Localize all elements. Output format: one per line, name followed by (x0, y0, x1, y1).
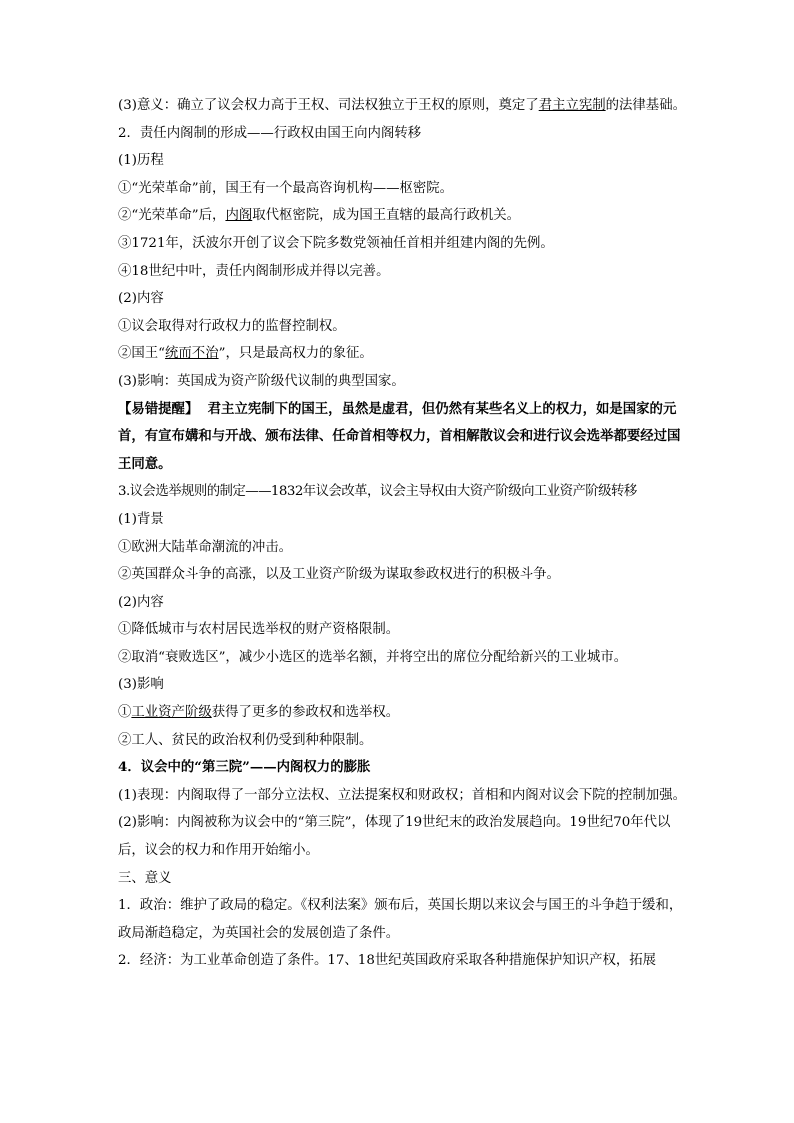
list-item: ②取消“衰败选区”，减少小选区的选举名额，并将空出的席位分配给新兴的工业城市。 (118, 649, 628, 665)
list-item: ②英国群众斗争的高涨，以及工业资产阶级为谋取参政权进行的积极斗争。 (118, 567, 560, 583)
text: ① (118, 705, 132, 721)
subheading: (1)历程 (118, 153, 164, 169)
subheading: (1)背景 (118, 511, 164, 527)
text: ②“光荣革命”后， (118, 208, 226, 224)
document-page (118, 92, 686, 975)
tip-text: 君主立宪制下的国王，虽然是虚君，但仍然有某些名义上的权力，如是国家的元首，有宣布媾和与开战、颁布法律、任命首相等权力，首相解散议会和进行议会选举都要经过国王同意。 (118, 400, 681, 472)
underlined-term: 工业资产阶级 (131, 705, 212, 721)
meaning-paragraph (118, 92, 686, 120)
list-item: ②工人、贫民的政治权利仍受到种种限制。 (118, 732, 373, 748)
section-4-title: 4．议会中的“第三院”——内阁权力的膨胀 (118, 759, 371, 776)
underlined-term: 内阁 (225, 208, 253, 224)
text: 的法律基础。 (605, 98, 686, 113)
list-item: ③1721年，沃波尔开创了议会下院多数党领袖任首相并组建内阁的先例。 (118, 235, 554, 251)
underlined-term: 统而不治 (165, 346, 219, 362)
paragraph: 1．政治：维护了政局的稳定。《权利法案》颁布后，英国长期以来议会与国王的斗争趋于缓和，政局渐趋稳定，为英国社会的发展创造了条件。 (118, 898, 683, 941)
section-title: 三、意义 (118, 870, 172, 886)
section-2-title: 2．责任内阁制的形成——行政权由国王向内阁转移 (118, 125, 422, 141)
subheading: (2)内容 (118, 291, 164, 307)
text: ②国王“ (118, 346, 166, 362)
text: (3)意义：确立了议会权力高于王权、司法权独立于王权的原则，奠定了 (118, 98, 539, 113)
text: 取代枢密院，成为国王直辖的最高行政机关。 (252, 208, 521, 224)
error-tip (118, 396, 686, 479)
list-item: ①降低城市与农村居民选举权的财产资格限制。 (118, 622, 400, 638)
section-3-title: 3.议会选举规则的制定——1832年议会改革，议会主导权由大资产阶级向工业资产阶级转移 (118, 484, 637, 500)
paragraph: 2．经济：为工业革命创造了条件。17、18世纪英国政府采取各种措施保护知识产权，拓展 (118, 953, 657, 969)
list-item (118, 202, 686, 230)
list-item: ④18世纪中叶，责任内阁制形成并得以完善。 (118, 263, 390, 279)
tip-label: 【易错提醒】 (118, 400, 199, 417)
text: 获得了更多的参政权和选举权。 (211, 705, 400, 721)
list-item (118, 699, 686, 727)
list-item: ①议会取得对行政权力的监督控制权。 (118, 318, 346, 334)
list-item: ①欧洲大陆革命潮流的冲击。 (118, 539, 293, 555)
underlined-term: 君主立宪制 (538, 98, 606, 113)
list-item (118, 340, 686, 368)
subheading: (2)内容 (118, 594, 164, 610)
text: ”，只是最高权力的象征。 (218, 346, 373, 362)
list-item: ①“光荣革命”前，国王有一个最高咨询机构——枢密院。 (118, 180, 454, 196)
subheading: (3)影响 (118, 677, 164, 693)
subheading: (3)影响：英国成为资产阶级代议制的典型国家。 (118, 373, 405, 389)
paragraph: (1)表现：内阁取得了一部分立法权、立法提案权和财政权；首相和内阁对议会下院的控制加强。 (118, 787, 686, 803)
paragraph: (2)影响：内阁被称为议会中的“第三院”，体现了19世纪末的政治发展趋向。19世纪70年代以后，议会的权力和作用开始缩小。 (118, 815, 671, 859)
